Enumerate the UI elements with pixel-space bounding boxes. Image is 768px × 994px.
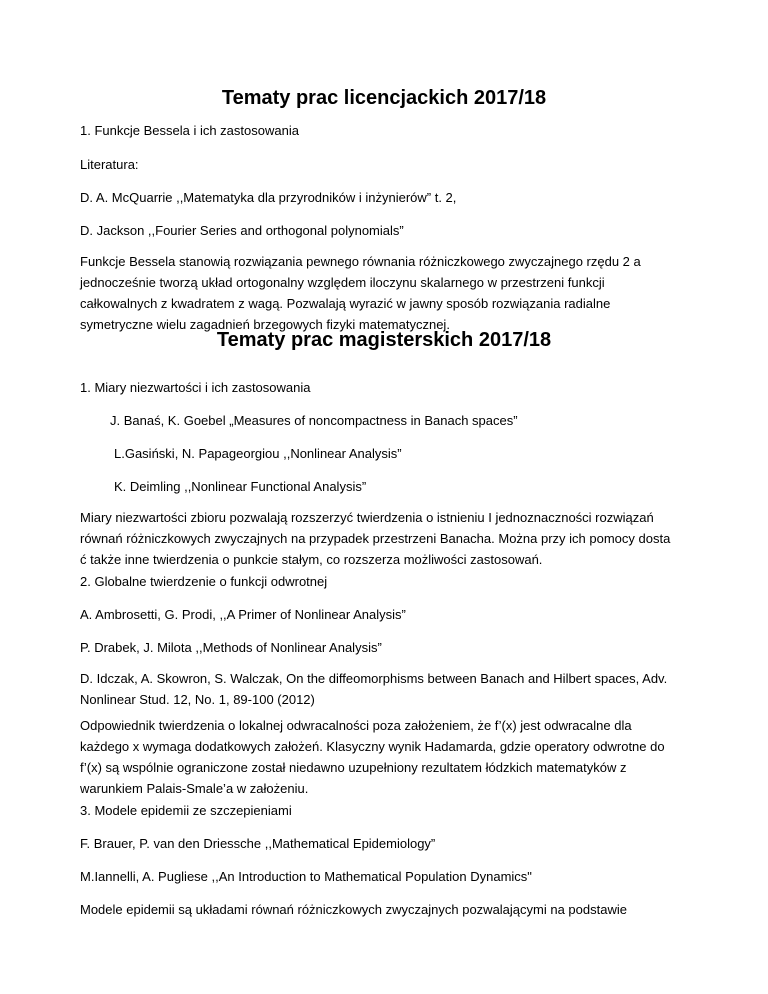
text-line: symetryczne wielu zagadnień brzegowych fizyki matematycznej. <box>80 317 450 332</box>
master-topic-3-reference-1: F. Brauer, P. van den Driessche ,,Mathematical Epidemiology” <box>80 836 436 851</box>
master-topic-1-reference: L.Gasiński, N. Papageorgiou ,,Nonlinear Analysis” <box>114 446 402 461</box>
master-topic-2: 2. Globalne twierdzenie o funkcji odwrotnej <box>80 574 328 589</box>
text-line: Miary niezwartości zbioru pozwalają rozszerzyć twierdzenia o istnieniu I jednoznaczności rozwiązań <box>80 510 654 525</box>
text-line: Nonlinear Stud. 12, No. 1, 89-100 (2012) <box>80 692 315 707</box>
master-topic-3-description: Modele epidemii są układami równań różniczkowych zwyczajnych pozwalającymi na podstawie <box>80 902 627 917</box>
text-line: jednocześnie tworzą układ ortogonalny względem iloczynu skalarnego w przestrzeni funkcji <box>80 275 605 290</box>
bachelor-heading: Tematy prac licencjackich 2017/18 <box>221 87 547 109</box>
text-line: warunkiem Palais-Smale’a w założeniu. <box>80 781 309 796</box>
master-topic-2-reference-2: P. Drabek, J. Milota ,,Methods of Nonlinear Analysis” <box>80 640 382 655</box>
literature-label: Literatura: <box>80 157 139 172</box>
master-topic-2-reference-1: A. Ambrosetti, G. Prodi, ,,A Primer of Nonlinear Analysis” <box>80 607 406 622</box>
master-topic-1-reference: J. Banaś, K. Goebel „Measures of noncompactness in Banach spaces” <box>110 413 518 428</box>
text-line: Odpowiednik twierdzenia o lokalnej odwracalności poza założeniem, że f’(x) jest odwracalne dla <box>80 718 632 733</box>
bachelor-topic-1: 1. Funkcje Bessela i ich zastosowania <box>80 123 299 138</box>
master-topic-3: 3. Modele epidemii ze szczepieniami <box>80 803 292 818</box>
text-line: każdego x wymaga dodatkowych założeń. Klasyczny wynik Hadamarda, gdzie operatory odwrotne do <box>80 739 665 754</box>
text-line: równań różniczkowych zwyczajnych na przypadek przestrzeni Banacha. Można przy ich pomocy dosta <box>80 531 671 546</box>
master-heading: Tematy prac magisterskich 2017/18 <box>216 329 552 351</box>
bachelor-reference-1: D. A. McQuarrie ,,Matematyka dla przyrodników i inżynierów” t. 2, <box>80 190 457 205</box>
bachelor-reference-2: D. Jackson ,,Fourier Series and orthogonal polynomials” <box>80 223 404 238</box>
text-line: całkowalnych z kwadratem z wagą. Pozwalają wyrazić w jawny sposób rozwiązania radialne <box>80 296 611 311</box>
master-topic-1-description <box>80 507 700 570</box>
master-topic-1-reference: K. Deimling ,,Nonlinear Functional Analysis” <box>114 479 367 494</box>
master-topic-2-description <box>80 715 700 799</box>
text-line: f’(x) są wspólnie ograniczone został niedawno uzupełniony rezultatem łódzkich matematyków z <box>80 760 627 775</box>
master-topic-3-reference-2: M.Iannelli, A. Pugliese ,,An Introduction to Mathematical Population Dynamics" <box>80 869 532 884</box>
text-line: D. Idczak, A. Skowron, S. Walczak, On the diffeomorphisms between Banach and Hilbert spaces, Adv. <box>80 671 668 686</box>
text-line: Funkcje Bessela stanowią rozwiązania pewnego równania różniczkowego zwyczajnego rzędu 2 a <box>80 254 641 269</box>
master-topic-1: 1. Miary niezwartości i ich zastosowania <box>80 380 311 395</box>
master-topic-2-reference-3 <box>80 668 700 710</box>
bachelor-description <box>80 251 700 335</box>
text-line: ć także inne twierdzenia o punkcie stałym, co rozszerza możliwości zastosowań. <box>80 552 543 567</box>
